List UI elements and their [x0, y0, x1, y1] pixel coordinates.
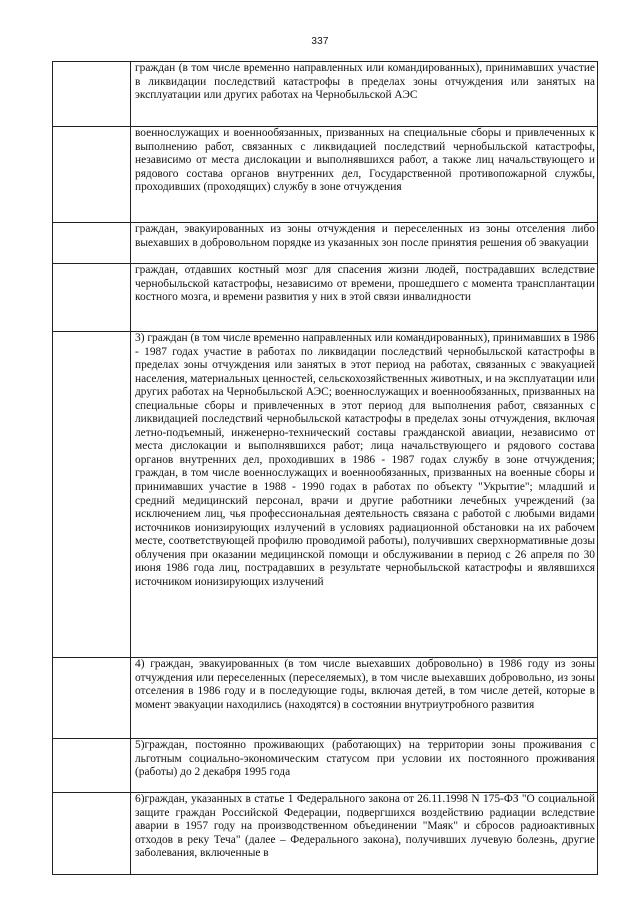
row-text-2: военнослужащих и военнообязанных, призванных на специальные сборы и привлеченных к выполнению работ, связанных с ликвидацией последствий чернобыльской катастрофы, независимо от места дислокации и выполнявшихся работ, а также лиц начальствующего и рядового состава органов внутренних дел, Государственной противопожарной службы, проходивших (проходящих) службу в зоне отчуждения [135, 127, 595, 194]
table-row [53, 739, 598, 793]
text-cell [131, 223, 598, 264]
empty-left-cell [53, 127, 131, 223]
table-row [53, 793, 598, 875]
text-cell [131, 739, 598, 793]
row-text-6: 4) граждан, эвакуированных (в том числе выехавших добровольно) в 1986 году из зоны отчуждения или переселенных (переселяемых), в том числе выехавших добровольно, из зоны отселения в 1986 году и в последующие годы, включая детей, в том числе детей, которые в момент эвакуации находились (находятся) в состоянии внутриутробного развития [135, 658, 595, 711]
text-cell [131, 264, 598, 332]
empty-left-cell [53, 62, 131, 127]
row-text-1: граждан (в том числе временно направленных или командированных), принимавших участие в ликвидации последствий катастрофы в пределах зоны отчуждения или занятых на эксплуатации или других работах на Чернобыльской АЭС [135, 62, 595, 102]
table-row [53, 223, 598, 264]
table-row [53, 127, 598, 223]
benefits-table [52, 61, 598, 875]
empty-left-cell [53, 223, 131, 264]
row-text-8: 6)граждан, указанных в статье 1 Федерального закона от 26.11.1998 N 175-ФЗ "О социальной защите граждан Российской Федерации, подвергшихся воздействию радиации вследствие аварии в 1957 году на производственном объединении "Маяк" и сбросов радиоактивных отходов в реку Теча" (далее – Федерального закона), получивших лучевую болезнь, другие заболевания, включенные в [135, 793, 595, 860]
text-cell [131, 127, 598, 223]
text-cell [131, 658, 598, 739]
table-row [53, 332, 598, 658]
empty-left-cell [53, 658, 131, 739]
row-text-5: 3) граждан (в том числе временно направленных или командированных), принимавших в 1986 - 1987 годах участие в работах по ликвидации последствий чернобыльской катастрофы в пределах зоны отчуждения или занятых в этот период на работах, связанных с эвакуацией населения, материальных ценностей, сельскохозяйственных животных, и на эксплуатации или других работах на Чернобыльской АЭС; военнослужащих и военнообязанных, призванных на специальные сборы и привлеченных в этот период для выполнения работ, связанных с ликвидацией последствий чернобыльской катастрофы в пределах зоны отчуждения, включая летно-подъемный, инженерно-технический составы гражданской авиации, независимо от места дислокации и выполнявшихся работ; лица начальствующего и рядового состава органов внутренних дел, проходивших в 1986 - 1987 годах службу в зоне отчуждения; граждан, в том числе военнослужащих и военнообязанных, призванных на военные сборы и принимавших участие в 1988 - 1990 годах в работах по объекту "Укрытие"; младший и средний медицинский персонал, врачи и другие работники лечебных учреждений (за исключением лиц, чья профессиональная деятельность связана с работой с любыми видами источников ионизирующих излучений в условиях радиационной обстановки на их рабочем месте, соответствующей профилю проводимой работы), получивших сверхнормативные дозы облучения при оказании медицинской помощи и обслуживании в период с 26 апреля по 30 июня 1986 года лиц, пострадавших в результате чернобыльской катастрофы и являвшихся источником ионизирующих излучений [135, 332, 595, 588]
row-text-7: 5)граждан, постоянно проживающих (работающих) на территории зоны проживания с льготным социально-экономическим статусом при условии их постоянного проживания (работы) до 2 декабря 1995 года [135, 739, 595, 779]
page-number: 337 [311, 36, 329, 47]
empty-left-cell [53, 264, 131, 332]
table-row [53, 62, 598, 127]
table-row [53, 658, 598, 739]
table-row [53, 264, 598, 332]
row-text-3: граждан, эвакуированных из зоны отчуждения и переселенных из зоны отселения либо выехавших в добровольном порядке из указанных зон после принятия решения об эвакуации [135, 223, 595, 249]
empty-left-cell [53, 793, 131, 875]
text-cell [131, 332, 598, 658]
empty-left-cell [53, 332, 131, 658]
empty-left-cell [53, 739, 131, 793]
row-text-4: граждан, отдавших костный мозг для спасения жизни людей, пострадавших вследствие чернобыльской катастрофы, независимо от времени, прошедшего с момента трансплантации костного мозга, и времени развития у них в этой связи инвалидности [135, 264, 595, 304]
text-cell [131, 62, 598, 127]
text-cell [131, 793, 598, 875]
